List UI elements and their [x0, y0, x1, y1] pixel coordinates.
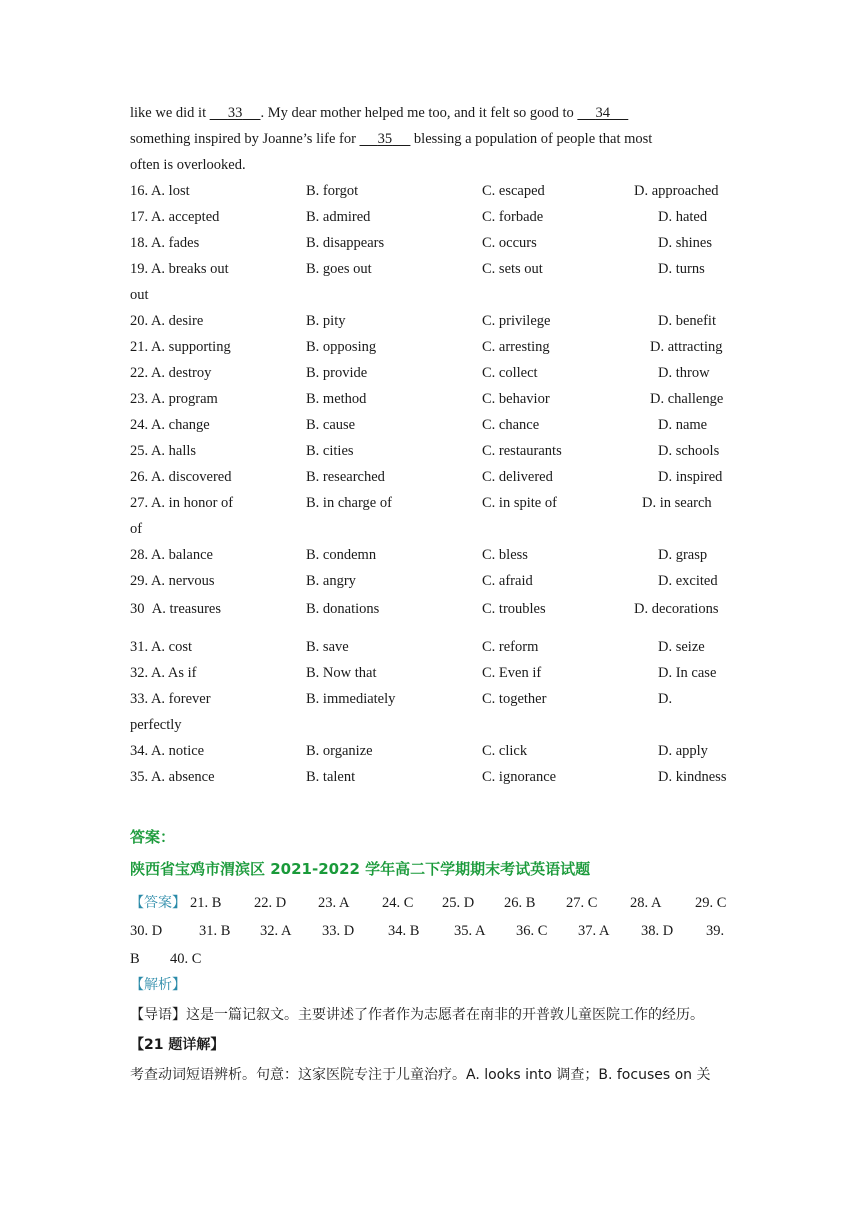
answer-item: 34. B [388, 923, 420, 939]
answer-item: 22. D [254, 895, 287, 911]
option-d: D. approached [634, 183, 719, 199]
option-wrap-19: out [130, 287, 149, 303]
option-a: 20. A. desire [130, 313, 204, 329]
option-d: D. attracting [650, 339, 723, 355]
option-d: D. shines [658, 235, 712, 251]
option-d: D. hated [658, 209, 708, 225]
option-c: C. reform [482, 639, 539, 655]
option-d: D. seize [658, 639, 705, 655]
option-row-27 [130, 494, 750, 514]
option-row-32 [130, 664, 750, 684]
option-c: C. bless [482, 547, 528, 563]
answer-item: 25. D [442, 895, 475, 911]
option-d: D. [658, 691, 673, 707]
option-b: B. immediately [306, 691, 396, 707]
option-a: 17. A. accepted [130, 209, 220, 225]
answer-item: 27. C [566, 895, 598, 911]
option-c: C. behavior [482, 391, 550, 407]
option-b: B. talent [306, 769, 356, 785]
option-wrap-33: perfectly [130, 717, 182, 733]
option-d: D. grasp [658, 547, 708, 563]
option-c: C. in spite of [482, 495, 557, 511]
option-c: C. forbade [482, 209, 544, 225]
option-c: C. afraid [482, 573, 533, 589]
passage-line-1 [130, 104, 628, 122]
option-d: D. in search [642, 495, 712, 511]
option-row-21 [130, 338, 750, 358]
option-a: 18. A. fades [130, 235, 200, 251]
option-a: 26. A. discovered [130, 469, 232, 485]
option-b: B. disappears [306, 235, 385, 251]
option-c: C. delivered [482, 469, 553, 485]
passage-text: blessing a population of people that most [410, 131, 653, 147]
answer-item: 29. C [695, 895, 727, 911]
analysis-label: 【解析】 [130, 977, 186, 993]
option-c: C. together [482, 691, 547, 707]
option-row-22 [130, 364, 750, 384]
answer-row-1 [130, 894, 730, 914]
option-c: C. Even if [482, 665, 542, 681]
option-b: B. method [306, 391, 367, 407]
option-c: C. troubles [482, 601, 546, 617]
option-c: C. restaurants [482, 443, 562, 459]
passage-text: like we did it [130, 105, 210, 121]
passage-text: . My dear mother helped me too, and it felt so good to [260, 105, 578, 121]
passage-line-2 [130, 130, 652, 148]
option-d: D. benefit [658, 313, 716, 329]
option-row-25 [130, 442, 750, 462]
option-d: D. excited [658, 573, 718, 589]
option-b: B. cities [306, 443, 354, 459]
option-b: B. save [306, 639, 349, 655]
answer-item: 40. C [170, 951, 202, 967]
option-b: B. Now that [306, 665, 377, 681]
option-b: B. goes out [306, 261, 372, 277]
option-row-26 [130, 468, 750, 488]
answer-item: 32. A [260, 923, 292, 939]
option-row-35 [130, 768, 750, 788]
option-row-31 [130, 638, 750, 658]
answer-item: 35. A [454, 923, 486, 939]
option-c: C. sets out [482, 261, 543, 277]
option-d: D. name [658, 417, 708, 433]
option-b: B. researched [306, 469, 385, 485]
answer-item: 24. C [382, 895, 414, 911]
option-d: D. kindness [658, 769, 727, 785]
option-row-33 [130, 690, 750, 710]
detail-text: 考查动词短语辨析。句意：这家医院专注于儿童治疗。A. looks into 调查；B. focuses on 关 [130, 1067, 711, 1083]
option-d: D. turns [658, 261, 705, 277]
answer-item: 26. B [504, 895, 536, 911]
option-row-28 [130, 546, 750, 566]
option-row-34 [130, 742, 750, 762]
answer-heading: 答案： [130, 828, 176, 846]
option-a: 19. A. breaks out [130, 261, 229, 277]
option-a: 31. A. cost [130, 639, 193, 655]
passage-text: something inspired by Joanne’s life for [130, 131, 360, 147]
option-b: B. pity [306, 313, 346, 329]
option-d: D. apply [658, 743, 708, 759]
option-d: D. schools [658, 443, 720, 459]
answer-item: 30. D [130, 923, 163, 939]
intro-text: 【导语】这是一篇记叙文。主要讲述了作者作为志愿者在南非的开普敦儿童医院工作的经历。 [130, 1007, 704, 1023]
option-row-24 [130, 416, 750, 436]
option-a: 25. A. halls [130, 443, 197, 459]
option-a: 33. A. forever [130, 691, 211, 707]
option-c: C. ignorance [482, 769, 557, 785]
answer-item: B [130, 951, 140, 967]
option-b: B. opposing [306, 339, 377, 355]
blank-34: 34 [595, 105, 611, 121]
option-c: C. chance [482, 417, 540, 433]
option-row-16 [130, 182, 750, 202]
option-c: C. privilege [482, 313, 551, 329]
option-d: D. throw [658, 365, 710, 381]
option-d: D. decorations [634, 601, 719, 617]
option-c: C. occurs [482, 235, 537, 251]
option-b: B. condemn [306, 547, 377, 563]
option-row-20 [130, 312, 750, 332]
option-row-30 [130, 600, 750, 620]
blank-33: 33 [227, 105, 243, 121]
option-c: C. click [482, 743, 528, 759]
option-row-18 [130, 234, 750, 254]
option-a: 35. A. absence [130, 769, 215, 785]
answer-item: 31. B [199, 923, 231, 939]
option-b: B. forgot [306, 183, 359, 199]
answer-label: 【答案】 [130, 895, 186, 911]
option-b: B. in charge of [306, 495, 392, 511]
option-a: 27. A. in honor of [130, 495, 234, 511]
answer-item: 28. A [630, 895, 662, 911]
option-a: 22. A. destroy [130, 365, 212, 381]
option-a: 29. A. nervous [130, 573, 215, 589]
option-a: 34. A. notice [130, 743, 205, 759]
answer-item: 21. B [190, 895, 222, 911]
option-a: 16. A. lost [130, 183, 190, 199]
option-c: C. collect [482, 365, 538, 381]
option-a: 32. A. As if [130, 665, 197, 681]
option-b: B. cause [306, 417, 356, 433]
option-row-17 [130, 208, 750, 228]
answer-item: 39. [706, 923, 725, 939]
option-b: B. organize [306, 743, 373, 759]
option-b: B. donations [306, 601, 380, 617]
passage-line-3: often is overlooked. [130, 157, 246, 173]
option-a: 24. A. change [130, 417, 210, 433]
option-d: D. In case [658, 665, 717, 681]
option-wrap-27: of [130, 521, 143, 537]
answer-item: 23. A [318, 895, 350, 911]
answer-item: 38. D [641, 923, 674, 939]
answer-row-3 [130, 950, 730, 970]
option-c: C. escaped [482, 183, 545, 199]
option-c: C. arresting [482, 339, 550, 355]
option-row-19 [130, 260, 750, 280]
option-a: 21. A. supporting [130, 339, 231, 355]
option-b: B. angry [306, 573, 356, 589]
option-a: 23. A. program [130, 391, 218, 407]
source-title: 陕西省宝鸡市渭滨区 2021-2022 学年高二下学期期末考试英语试题 [130, 860, 591, 878]
option-row-23 [130, 390, 750, 410]
option-b: B. provide [306, 365, 368, 381]
answer-item: 37. A [578, 923, 610, 939]
option-a: 30 A. treasures [130, 601, 222, 617]
option-row-29 [130, 572, 750, 592]
answer-item: 36. C [516, 923, 548, 939]
answer-row-2 [130, 922, 730, 942]
blank-35: 35 [377, 131, 393, 147]
option-b: B. admired [306, 209, 371, 225]
answer-item: 33. D [322, 923, 355, 939]
option-d: D. challenge [650, 391, 724, 407]
detail-label: 【21 题详解】 [130, 1037, 225, 1053]
option-a: 28. A. balance [130, 547, 213, 563]
option-d: D. inspired [658, 469, 723, 485]
